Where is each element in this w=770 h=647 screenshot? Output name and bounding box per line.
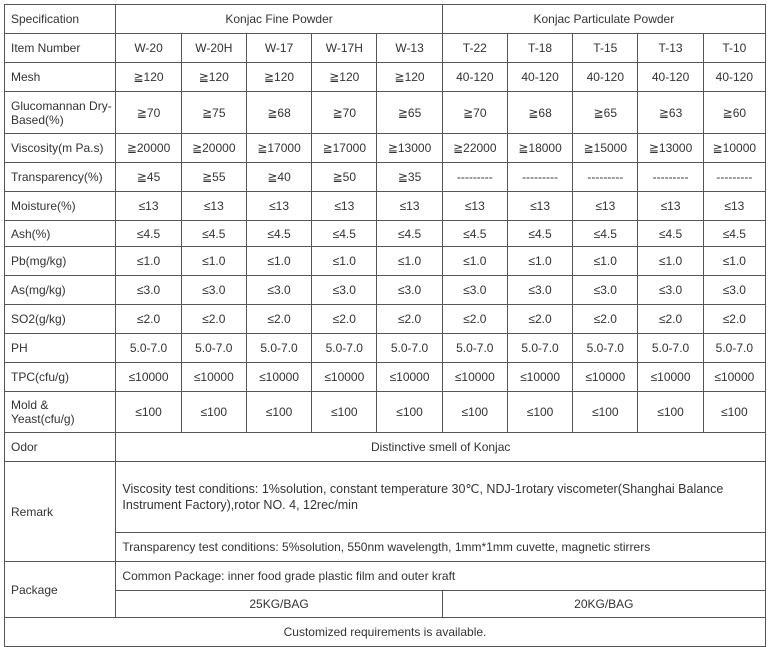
value-cell: 40-120 [507,63,572,92]
value-cell: ≤100 [116,392,181,433]
value-cell: ≤2.0 [116,305,181,334]
spec-table [4,4,766,647]
spec-row [5,221,766,247]
value-cell: ≤3.0 [312,276,377,305]
value-cell: ≤2.0 [181,305,246,334]
value-cell: 5.0-7.0 [638,334,703,363]
value-cell: ≤3.0 [181,276,246,305]
value-cell: ≤13 [573,192,638,221]
row-label: Transparency(%) [5,163,116,192]
footer-row [5,618,766,647]
value-cell: ≧40 [246,163,311,192]
row-label: Glucomannan Dry-Based(%) [5,92,116,134]
value-cell: ≤2.0 [377,305,442,334]
value-cell: ≤100 [573,392,638,433]
item-cell: T-18 [507,34,572,63]
value-cell: ≤1.0 [507,247,572,276]
header-row [5,5,766,34]
spec-row [5,192,766,221]
value-cell: ≤100 [442,392,507,433]
row-label: SO2(g/kg) [5,305,116,334]
value-cell: ≤100 [181,392,246,433]
value-cell: ≧120 [116,63,181,92]
value-cell: ≤100 [507,392,572,433]
row-label: PH [5,334,116,363]
spec-row [5,163,766,192]
value-cell: ≧70 [312,92,377,134]
value-cell: ≤13 [181,192,246,221]
footer-note: Customized requirements is available. [5,618,766,647]
spec-row [5,334,766,363]
value-cell: 40-120 [703,63,765,92]
odor-row [5,433,766,462]
value-cell: ≧63 [638,92,703,134]
row-label: Moisture(%) [5,192,116,221]
spec-row [5,92,766,134]
spec-row [5,63,766,92]
spec-label: Specification [5,5,116,34]
value-cell: ≧70 [116,92,181,134]
value-cell: ≤13 [312,192,377,221]
spec-row [5,363,766,392]
odor-label: Odor [5,433,116,462]
value-cell: ≧70 [442,92,507,134]
value-cell: 5.0-7.0 [246,334,311,363]
value-cell: ≧120 [312,63,377,92]
row-label: Ash(%) [5,221,116,247]
value-cell: ≤13 [638,192,703,221]
value-cell: ≤4.5 [116,221,181,247]
package-bag-row [5,591,766,618]
remark-transparency: Transparency test conditions: 5%solution, 550nm wavelength, 1mm*1mm cuvette, magnetic stirrers [116,533,766,562]
value-cell: ≤4.5 [377,221,442,247]
value-cell: ≤1.0 [312,247,377,276]
value-cell: ≤10000 [377,363,442,392]
value-cell: ≤1.0 [638,247,703,276]
value-cell: ≧45 [116,163,181,192]
value-cell: --------- [703,163,765,192]
value-cell: ≤4.5 [442,221,507,247]
value-cell: 5.0-7.0 [116,334,181,363]
value-cell: ≤2.0 [638,305,703,334]
value-cell: ≧20000 [181,134,246,163]
value-cell: ≤4.5 [246,221,311,247]
item-cell: W-13 [377,34,442,63]
package-common: Common Package: inner food grade plastic film and outer kraft [116,562,766,591]
item-cell: W-17 [246,34,311,63]
item-cell: W-20 [116,34,181,63]
spec-row [5,305,766,334]
item-cell: T-10 [703,34,765,63]
value-cell: ≤10000 [507,363,572,392]
value-cell: ≧13000 [377,134,442,163]
value-cell: ≧65 [573,92,638,134]
value-cell: ≧75 [181,92,246,134]
item-cell: T-13 [638,34,703,63]
value-cell: ≤3.0 [116,276,181,305]
value-cell: 40-120 [573,63,638,92]
value-cell: ≤3.0 [638,276,703,305]
value-cell: ≤1.0 [573,247,638,276]
value-cell: ≤3.0 [573,276,638,305]
value-cell: ≤10000 [116,363,181,392]
value-cell: ≧35 [377,163,442,192]
value-cell: ≤2.0 [703,305,765,334]
value-cell: ≤10000 [312,363,377,392]
value-cell: ≤13 [377,192,442,221]
item-cell: W-20H [181,34,246,63]
value-cell: ≤10000 [573,363,638,392]
value-cell: ≤13 [442,192,507,221]
value-cell: ≧15000 [573,134,638,163]
remark-label: Remark [5,462,116,562]
value-cell: 5.0-7.0 [507,334,572,363]
value-cell: ≤10000 [246,363,311,392]
value-cell: ≤4.5 [638,221,703,247]
value-cell: ≤4.5 [181,221,246,247]
value-cell: ≤10000 [442,363,507,392]
value-cell: ≧68 [507,92,572,134]
value-cell: ≤100 [246,392,311,433]
item-cell: T-22 [442,34,507,63]
value-cell: ≧17000 [246,134,311,163]
value-cell: 5.0-7.0 [573,334,638,363]
odor-value: Distinctive smell of Konjac [116,433,766,462]
value-cell: ≤13 [116,192,181,221]
value-cell: --------- [507,163,572,192]
value-cell: ≤2.0 [246,305,311,334]
row-label: Pb(mg/kg) [5,247,116,276]
value-cell: ≤2.0 [442,305,507,334]
spec-row [5,392,766,433]
fine-powder-header: Konjac Fine Powder [116,5,442,34]
value-cell: ≧68 [246,92,311,134]
row-label: As(mg/kg) [5,276,116,305]
particulate-bag: 20KG/BAG [442,591,765,618]
fine-bag: 25KG/BAG [116,591,442,618]
value-cell: ≧20000 [116,134,181,163]
value-cell: ≤4.5 [703,221,765,247]
value-cell: ≤100 [703,392,765,433]
value-cell: ≤3.0 [507,276,572,305]
package-row [5,562,766,591]
value-cell: 5.0-7.0 [377,334,442,363]
value-cell: ≧22000 [442,134,507,163]
value-cell: ≤2.0 [573,305,638,334]
value-cell: --------- [442,163,507,192]
value-cell: ≧60 [703,92,765,134]
value-cell: ≧10000 [703,134,765,163]
row-label: Viscosity(m Pa.s) [5,134,116,163]
remark-row-2 [5,533,766,562]
value-cell: ≤100 [377,392,442,433]
value-cell: 5.0-7.0 [181,334,246,363]
spec-row [5,247,766,276]
value-cell: ≧50 [312,163,377,192]
value-cell: ≤100 [638,392,703,433]
value-cell: ≧17000 [312,134,377,163]
value-cell: ≤10000 [703,363,765,392]
value-cell: ≤10000 [638,363,703,392]
item-number-row [5,34,766,63]
value-cell: ≧120 [181,63,246,92]
value-cell: ≤1.0 [703,247,765,276]
value-cell: 40-120 [442,63,507,92]
spec-row [5,134,766,163]
value-cell: ≤1.0 [377,247,442,276]
particulate-powder-header: Konjac Particulate Powder [442,5,765,34]
value-cell: 5.0-7.0 [703,334,765,363]
value-cell: ≤13 [507,192,572,221]
value-cell: ≤13 [703,192,765,221]
value-cell: ≤3.0 [442,276,507,305]
value-cell: ≧65 [377,92,442,134]
value-cell: ≧120 [246,63,311,92]
value-cell: 5.0-7.0 [442,334,507,363]
value-cell: ≤4.5 [573,221,638,247]
value-cell: ≤2.0 [507,305,572,334]
spec-row [5,276,766,305]
value-cell: ≤3.0 [377,276,442,305]
value-cell: ≤4.5 [312,221,377,247]
value-cell: ≧55 [181,163,246,192]
remark-row [5,462,766,533]
row-label: Mold & Yeast(cfu/g) [5,392,116,433]
item-cell: W-17H [312,34,377,63]
row-label: TPC(cfu/g) [5,363,116,392]
value-cell: ≤4.5 [507,221,572,247]
package-label: Package [5,562,116,618]
value-cell: --------- [638,163,703,192]
value-cell: ≧120 [377,63,442,92]
row-label: Mesh [5,63,116,92]
value-cell: ≤100 [312,392,377,433]
value-cell: ≤3.0 [703,276,765,305]
value-cell: ≤3.0 [246,276,311,305]
item-cell: T-15 [573,34,638,63]
value-cell: 40-120 [638,63,703,92]
value-cell: ≧18000 [507,134,572,163]
value-cell: ≤1.0 [442,247,507,276]
value-cell: ≤13 [246,192,311,221]
value-cell: ≤10000 [181,363,246,392]
value-cell: ≤1.0 [116,247,181,276]
row-label: Item Number [5,34,116,63]
value-cell: --------- [573,163,638,192]
value-cell: 5.0-7.0 [312,334,377,363]
value-cell: ≤2.0 [312,305,377,334]
value-cell: ≤1.0 [246,247,311,276]
remark-viscosity: Viscosity test conditions: 1%solution, constant temperature 30℃, NDJ-1rotary viscometer(Shanghai Balance Instrument Factory),rotor NO. 4, 12rec/min [116,462,766,533]
value-cell: ≧13000 [638,134,703,163]
value-cell: ≤1.0 [181,247,246,276]
